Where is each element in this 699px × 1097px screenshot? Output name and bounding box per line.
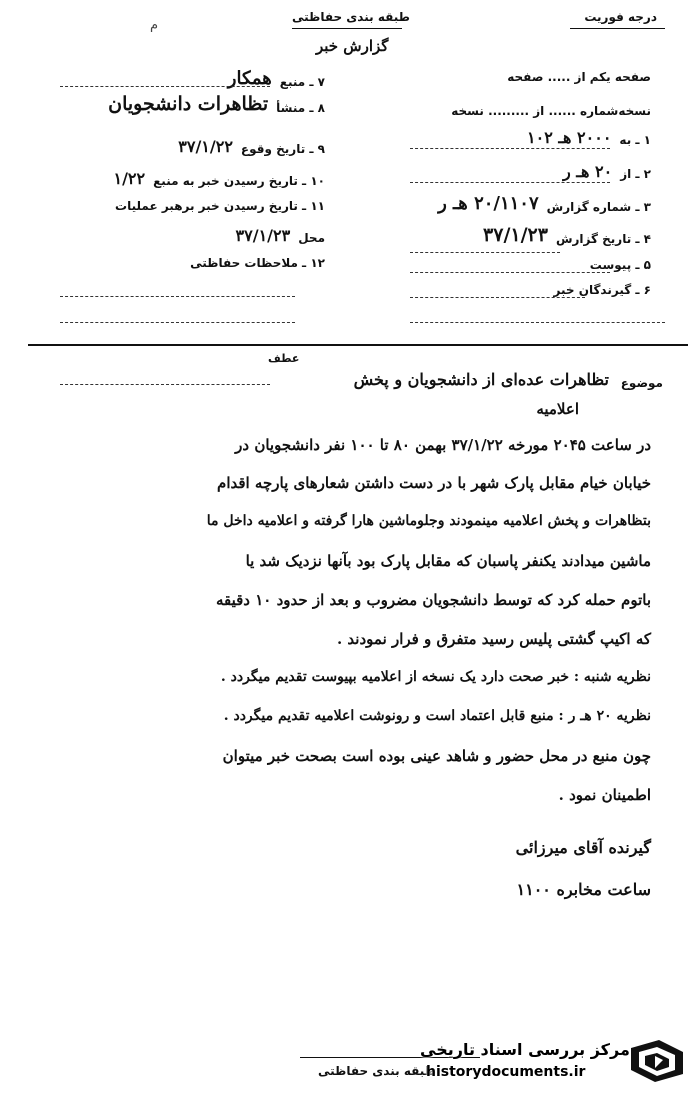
field-attachment	[590, 258, 651, 272]
field-location-label: محل	[298, 231, 325, 245]
body-line-3: بتظاهرات و پخش اعلامیه مینمودند وجلوماشین هارا گرفته و اعلامیه داخل ما	[206, 513, 651, 529]
field-attachment-line	[410, 272, 610, 273]
subject-line	[60, 384, 270, 385]
field-location	[236, 226, 325, 245]
field-source-line	[60, 86, 270, 87]
field-event-date	[178, 137, 325, 156]
field-from	[563, 162, 651, 181]
body-line-4: ماشین میدادند یکنفر پاسبان که مقابل پارک بود بآنها نزدیک شد یا	[245, 552, 651, 570]
field-report-date	[483, 224, 651, 246]
field-event-date-value: ۳۷/۱/۲۲	[178, 137, 233, 156]
field-origin-value: تظاهرات دانشجویان	[108, 93, 269, 115]
page-count-label: صفحه یکم از ..... صفحه	[507, 70, 651, 84]
field-from-line	[410, 182, 610, 183]
field-source-received-date	[113, 169, 325, 188]
field-recipients	[554, 283, 651, 297]
receiver-name: گیرنده آقای میرزائی	[515, 838, 651, 857]
field-report-date-label: ۴ ـ تاریخ گزارش	[555, 232, 651, 246]
field-recipients-line-2	[410, 322, 665, 323]
notes-line-1	[60, 296, 295, 297]
priority-underline	[570, 28, 665, 29]
field-leader-received-date	[115, 199, 325, 213]
subject-insert: عطف	[268, 352, 300, 365]
handwritten-mark: م	[150, 18, 159, 33]
field-security-notes	[190, 256, 325, 270]
field-event-date-label: ۹ ـ تاریخ وقوع	[240, 142, 325, 156]
body-line-10: اطمینان نمود .	[558, 786, 651, 804]
watermark-persian: مرکز بررسی اسناد تاریخی	[420, 1040, 630, 1059]
field-recipients-line	[410, 297, 585, 298]
field-from-value: ۲۰ هـ ر	[563, 162, 613, 181]
transmission-time: ساعت مخابره ۱۱۰۰	[516, 880, 651, 899]
field-leader-received-date-label: ۱۱ ـ تاریخ رسیدن خبر برهبر عملیات	[115, 199, 325, 213]
field-report-number-label: ۳ ـ شماره گزارش	[546, 200, 651, 214]
field-security-notes-label: ۱۲ ـ ملاحظات حفاظتی	[190, 256, 325, 270]
subject-text: تظاهرات عده‌ای از دانشجویان و پخش	[353, 370, 609, 389]
field-recipients-label: ۶ ـ گیرندگان خبر	[553, 283, 651, 297]
field-source-label: ۷ ـ منبع	[279, 75, 325, 89]
field-report-number-value: ۲۰/۱۱۰۷ هـ ر	[438, 193, 539, 214]
body-line-1: در ساعت ۲۰۴۵ مورخه ۳۷/۱/۲۲ بهمن ۸۰ تا ۱۰۰ نفر دانشجویان در	[235, 436, 651, 454]
notes-line-2	[60, 322, 295, 323]
field-source-received-date-value: ۱/۲۲	[113, 169, 146, 188]
report-title: گزارش خبر	[316, 37, 389, 55]
body-line-2: خیابان خیام مقابل پارک شهر با در دست داشتن شعارهای پارچه اقدام	[217, 474, 651, 492]
body-line-6: که اکیپ گشتی پلیس رسید متفرق و فرار نمودند .	[336, 630, 651, 648]
copy-number-label: نسخه‌شماره ...... از ......... نسخه	[451, 104, 651, 118]
field-to-line	[410, 148, 610, 149]
field-source-value: همکار	[227, 68, 272, 89]
field-attachment-label: ۵ ـ پیوست	[589, 258, 651, 272]
header-separator	[28, 344, 688, 346]
field-origin	[108, 93, 325, 115]
field-origin-label: ۸ ـ منشأ	[276, 101, 325, 115]
priority-label: درجه فوریت	[584, 10, 657, 24]
field-location-value: ۳۷/۱/۲۳	[235, 226, 291, 245]
body-line-7: نظریه شنبه : خبر صحت دارد یک نسخه از اعلامیه بپیوست تقدیم میگردد .	[220, 669, 651, 685]
watermark-url: historydocuments.ir	[426, 1064, 586, 1080]
field-source-received-date-label: ۱۰ ـ تاریخ رسیدن خبر به منبع	[153, 174, 325, 188]
classification-top: طبقه بندی حفاظتی	[292, 10, 410, 24]
classification-underline	[292, 28, 402, 29]
subject-label: موضوع	[620, 376, 663, 390]
field-from-label: ۲ ـ از	[620, 167, 651, 181]
field-report-number	[438, 193, 651, 214]
body-line-8: نظریه ۲۰ هـ ر : منبع قابل اعتماد است و رونوشت اعلامیه تقدیم میگردد .	[223, 708, 651, 724]
archive-logo-icon	[625, 1036, 687, 1086]
body-line-5: باتوم حمله کرد که توسط دانشجویان مضروب و بعد از حدود ۱۰ دقیقه	[215, 591, 651, 609]
field-to-value: ۲۰۰۰ هـ ۱۰۲	[527, 128, 612, 147]
field-report-date-line	[410, 252, 560, 253]
subject-line-2: اعلامیه	[536, 400, 579, 418]
field-report-date-value: ۳۷/۱/۲۳	[483, 224, 548, 246]
classification-bottom: طبقه بندی حفاظتی	[318, 1064, 436, 1078]
body-line-9: چون منبع در محل حضور و شاهد عینی بوده است بصحت خبر میتوان	[222, 747, 651, 765]
field-to	[527, 128, 651, 147]
field-to-label: ۱ ـ به	[619, 133, 651, 147]
